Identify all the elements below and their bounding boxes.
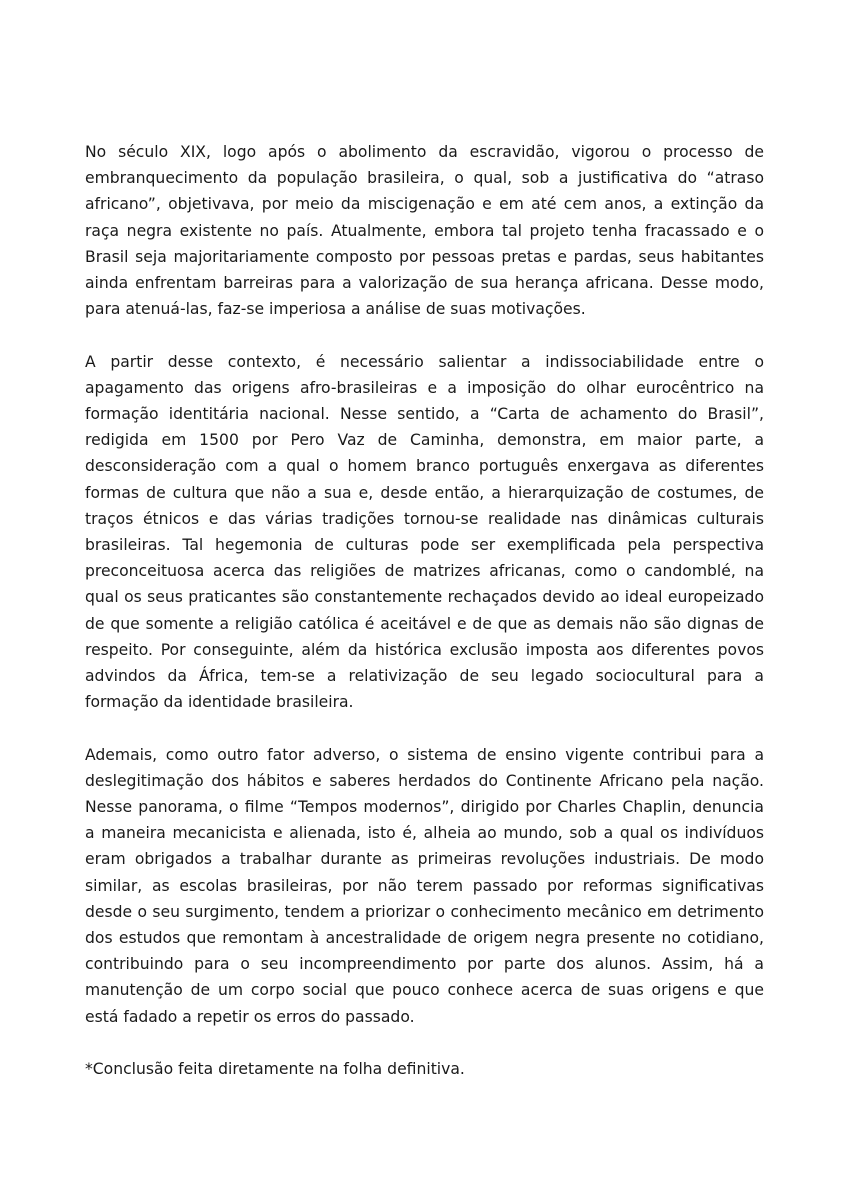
paragraph-development-2: Ademais, como outro fator adverso, o sistema de ensino vigente contribui para a deslegitimação dos hábitos e saberes herdados do Continente Africano pela nação. Nesse panorama, o filme “Tempos modernos”, dirigido por Charles Chaplin, denuncia a maneira mecanicista e alienada, isto é, alheia ao mundo, sob a qual os indivíduos eram obrigados a trabalhar durante as primeiras revoluções industriais. De modo similar, as escolas brasileiras, por não terem passado por reformas significativas desde o seu surgimento, tendem a priorizar o conhecimento mecânico em detrimento dos estudos que remontam à ancestralidade de origem negra presente no cotidiano, contribuindo para o seu incompreendimento por parte dos alunos. Assim, há a manutenção de um corpo social que pouco conhece acerca de suas origens e que está fadado a repetir os erros do passado. xyxy=(85,745,764,1026)
conclusion-note: *Conclusão feita diretamente na folha definitiva. xyxy=(85,1060,465,1079)
paragraph-development-1: A partir desse contexto, é necessário salientar a indissociabilidade entre o apagamento das origens afro-brasileiras e a imposição do olhar eurocêntrico na formação identitária nacional. Nesse sentido, a “Carta de achamento do Brasil”, redigida em 1500 por Pero Vaz de Caminha, demonstra, em maior parte, a desconsideração com a qual o homem branco português enxergava as diferentes formas de cultura que não a sua e, desde então, a hierarquização de costumes, de traços étnicos e das várias tradições tornou-se realidade nas dinâmicas culturais brasileiras. Tal hegemonia de culturas pode ser exemplificada pela perspectiva preconceituosa acerca das religiões de matrizes africanas, como o candomblé, na qual os seus praticantes são constantemente rechaçados devido ao ideal europeizado de que somente a religião católica é aceitável e de que as demais não são dignas de respeito. Por conseguinte, além da histórica exclusão imposta aos diferentes povos advindos da África, tem-se a relativização de seu legado sociocultural para a formação da identidade brasileira. xyxy=(85,352,764,712)
essay-body xyxy=(85,139,764,1108)
paragraph-introduction: No século XIX, logo após o abolimento da escravidão, vigorou o processo de embranquecimento da população brasileira, o qual, sob a justificativa do “atraso africano”, objetivava, por meio da miscigenação e em até cem anos, a extinção da raça negra existente no país. Atualmente, embora tal projeto tenha fracassado e o Brasil seja majoritariamente composto por pessoas pretas e pardas, seus habitantes ainda enfrentam barreiras para a valorização de sua herança africana. Desse modo, para atenuá-las, faz-se imperiosa a análise de suas motivações. xyxy=(85,143,764,319)
